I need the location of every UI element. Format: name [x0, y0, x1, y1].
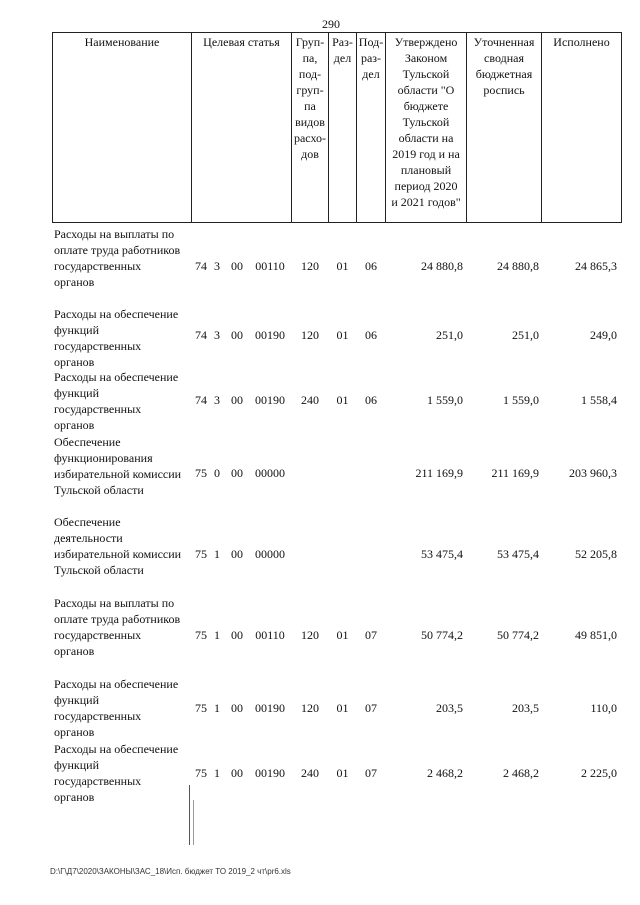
- target-code-1: 74: [195, 328, 207, 342]
- approved-value: 50 774,2: [421, 628, 463, 642]
- executed-value: 52 205,8: [575, 547, 617, 561]
- subsection-code: 07: [365, 628, 377, 642]
- header-target: Целевая статья: [203, 35, 280, 49]
- scan-mark: [193, 800, 194, 845]
- target-code-3: 00: [231, 701, 243, 715]
- target-code-3: 00: [231, 466, 243, 480]
- section-code: 01: [336, 259, 349, 273]
- target-code-4: 00190: [255, 766, 285, 780]
- target-code-3: 00: [231, 547, 243, 561]
- refined-value: 1 559,0: [503, 393, 539, 407]
- target-code-4: 00110: [255, 259, 285, 273]
- target-code-2: 1: [214, 628, 220, 642]
- refined-value: 251,0: [512, 328, 539, 342]
- executed-value: 24 865,3: [575, 259, 617, 273]
- header-refined: Уточненная сводная бюджетная роспись: [473, 35, 535, 97]
- header-executed: Исполнено: [553, 35, 610, 49]
- target-code-3: 00: [231, 393, 243, 407]
- subsection-code: 07: [365, 766, 377, 780]
- header-subsection: Под- раз- дел: [358, 35, 384, 81]
- row-name: Расходы на обеспечение функций государственных органов: [54, 307, 179, 369]
- row-name: Расходы на обеспечение функций государственных органов: [54, 677, 179, 739]
- subsection-code: 06: [365, 393, 377, 407]
- section-code: 01: [336, 701, 349, 715]
- row-name: Расходы на обеспечение функций государственных органов: [54, 742, 179, 804]
- refined-value: 53 475,4: [497, 547, 539, 561]
- target-code-2: 1: [214, 547, 220, 561]
- approved-value: 203,5: [436, 701, 463, 715]
- scan-mark: [189, 785, 190, 845]
- header-name: Наименование: [84, 35, 160, 49]
- group-code: 240: [301, 393, 319, 407]
- target-code-2: 1: [214, 701, 220, 715]
- row-name: Расходы на обеспечение функций государственных органов: [54, 370, 179, 432]
- header-group: Груп- па, под- груп- па видов расхо- дов: [293, 35, 327, 161]
- section-code: 01: [336, 328, 349, 342]
- file-path-footer: D:\Г\Д7\2020\ЗАКОНЫ\ЗАС_18\Исп. бюджет ТО 2019_2 чт\pr6.xls: [50, 867, 291, 876]
- row-name: Расходы на выплаты по оплате труда работников государственных органов: [54, 596, 181, 658]
- executed-value: 2 225,0: [581, 766, 617, 780]
- refined-value: 203,5: [512, 701, 539, 715]
- refined-value: 50 774,2: [497, 628, 539, 642]
- group-code: 120: [301, 701, 319, 715]
- target-code-4: 00000: [255, 547, 285, 561]
- executed-value: 1 558,4: [581, 393, 617, 407]
- target-code-2: 3: [214, 259, 220, 273]
- group-code: 120: [301, 628, 319, 642]
- section-code: 01: [336, 628, 349, 642]
- target-code-2: 3: [214, 328, 220, 342]
- header-approved: Утверждено Законом Тульской области "О бюджете Тульской области на 2019 год и на плановый период 2020 и 2021 годов": [391, 35, 461, 209]
- header-section: Раз- дел: [332, 35, 353, 65]
- row-name: Расходы на выплаты по оплате труда работников государственных органов: [54, 227, 181, 289]
- approved-value: 2 468,2: [427, 766, 463, 780]
- target-code-4: 00110: [255, 628, 285, 642]
- target-code-4: 00190: [255, 393, 285, 407]
- executed-value: 203 960,3: [569, 466, 617, 480]
- target-code-3: 00: [231, 259, 243, 273]
- target-code-4: 00000: [255, 466, 285, 480]
- refined-value: 211 169,9: [491, 466, 539, 480]
- row-name: Обеспечение функционирования избирательной комиссии Тульской области: [54, 435, 182, 497]
- approved-value: 211 169,9: [415, 466, 463, 480]
- section-code: 01: [336, 766, 349, 780]
- subsection-code: 06: [365, 328, 377, 342]
- executed-value: 49 851,0: [575, 628, 617, 642]
- section-code: 01: [336, 393, 349, 407]
- refined-value: 2 468,2: [503, 766, 539, 780]
- approved-value: 24 880,8: [421, 259, 463, 273]
- subsection-code: 06: [365, 259, 377, 273]
- refined-value: 24 880,8: [497, 259, 539, 273]
- target-code-1: 74: [195, 393, 207, 407]
- target-code-1: 75: [195, 628, 207, 642]
- target-code-2: 0: [214, 466, 220, 480]
- target-code-3: 00: [231, 628, 243, 642]
- group-code: 120: [301, 259, 319, 273]
- target-code-1: 75: [195, 766, 207, 780]
- row-name: Обеспечение деятельности избирательной комиссии Тульской области: [54, 515, 182, 577]
- approved-value: 1 559,0: [427, 393, 463, 407]
- subsection-code: 07: [365, 701, 377, 715]
- target-code-1: 75: [195, 466, 207, 480]
- target-code-3: 00: [231, 328, 243, 342]
- target-code-1: 75: [195, 701, 207, 715]
- target-code-3: 00: [231, 766, 243, 780]
- executed-value: 249,0: [590, 328, 617, 342]
- target-code-2: 3: [214, 393, 220, 407]
- target-code-1: 75: [195, 547, 207, 561]
- target-code-2: 1: [214, 766, 220, 780]
- executed-value: 110,0: [590, 701, 617, 715]
- group-code: 120: [301, 328, 319, 342]
- target-code-1: 74: [195, 259, 207, 273]
- approved-value: 251,0: [436, 328, 463, 342]
- group-code: 240: [301, 766, 319, 780]
- target-code-4: 00190: [255, 701, 285, 715]
- page-number: 290: [322, 17, 340, 31]
- target-code-4: 00190: [255, 328, 285, 342]
- approved-value: 53 475,4: [421, 547, 463, 561]
